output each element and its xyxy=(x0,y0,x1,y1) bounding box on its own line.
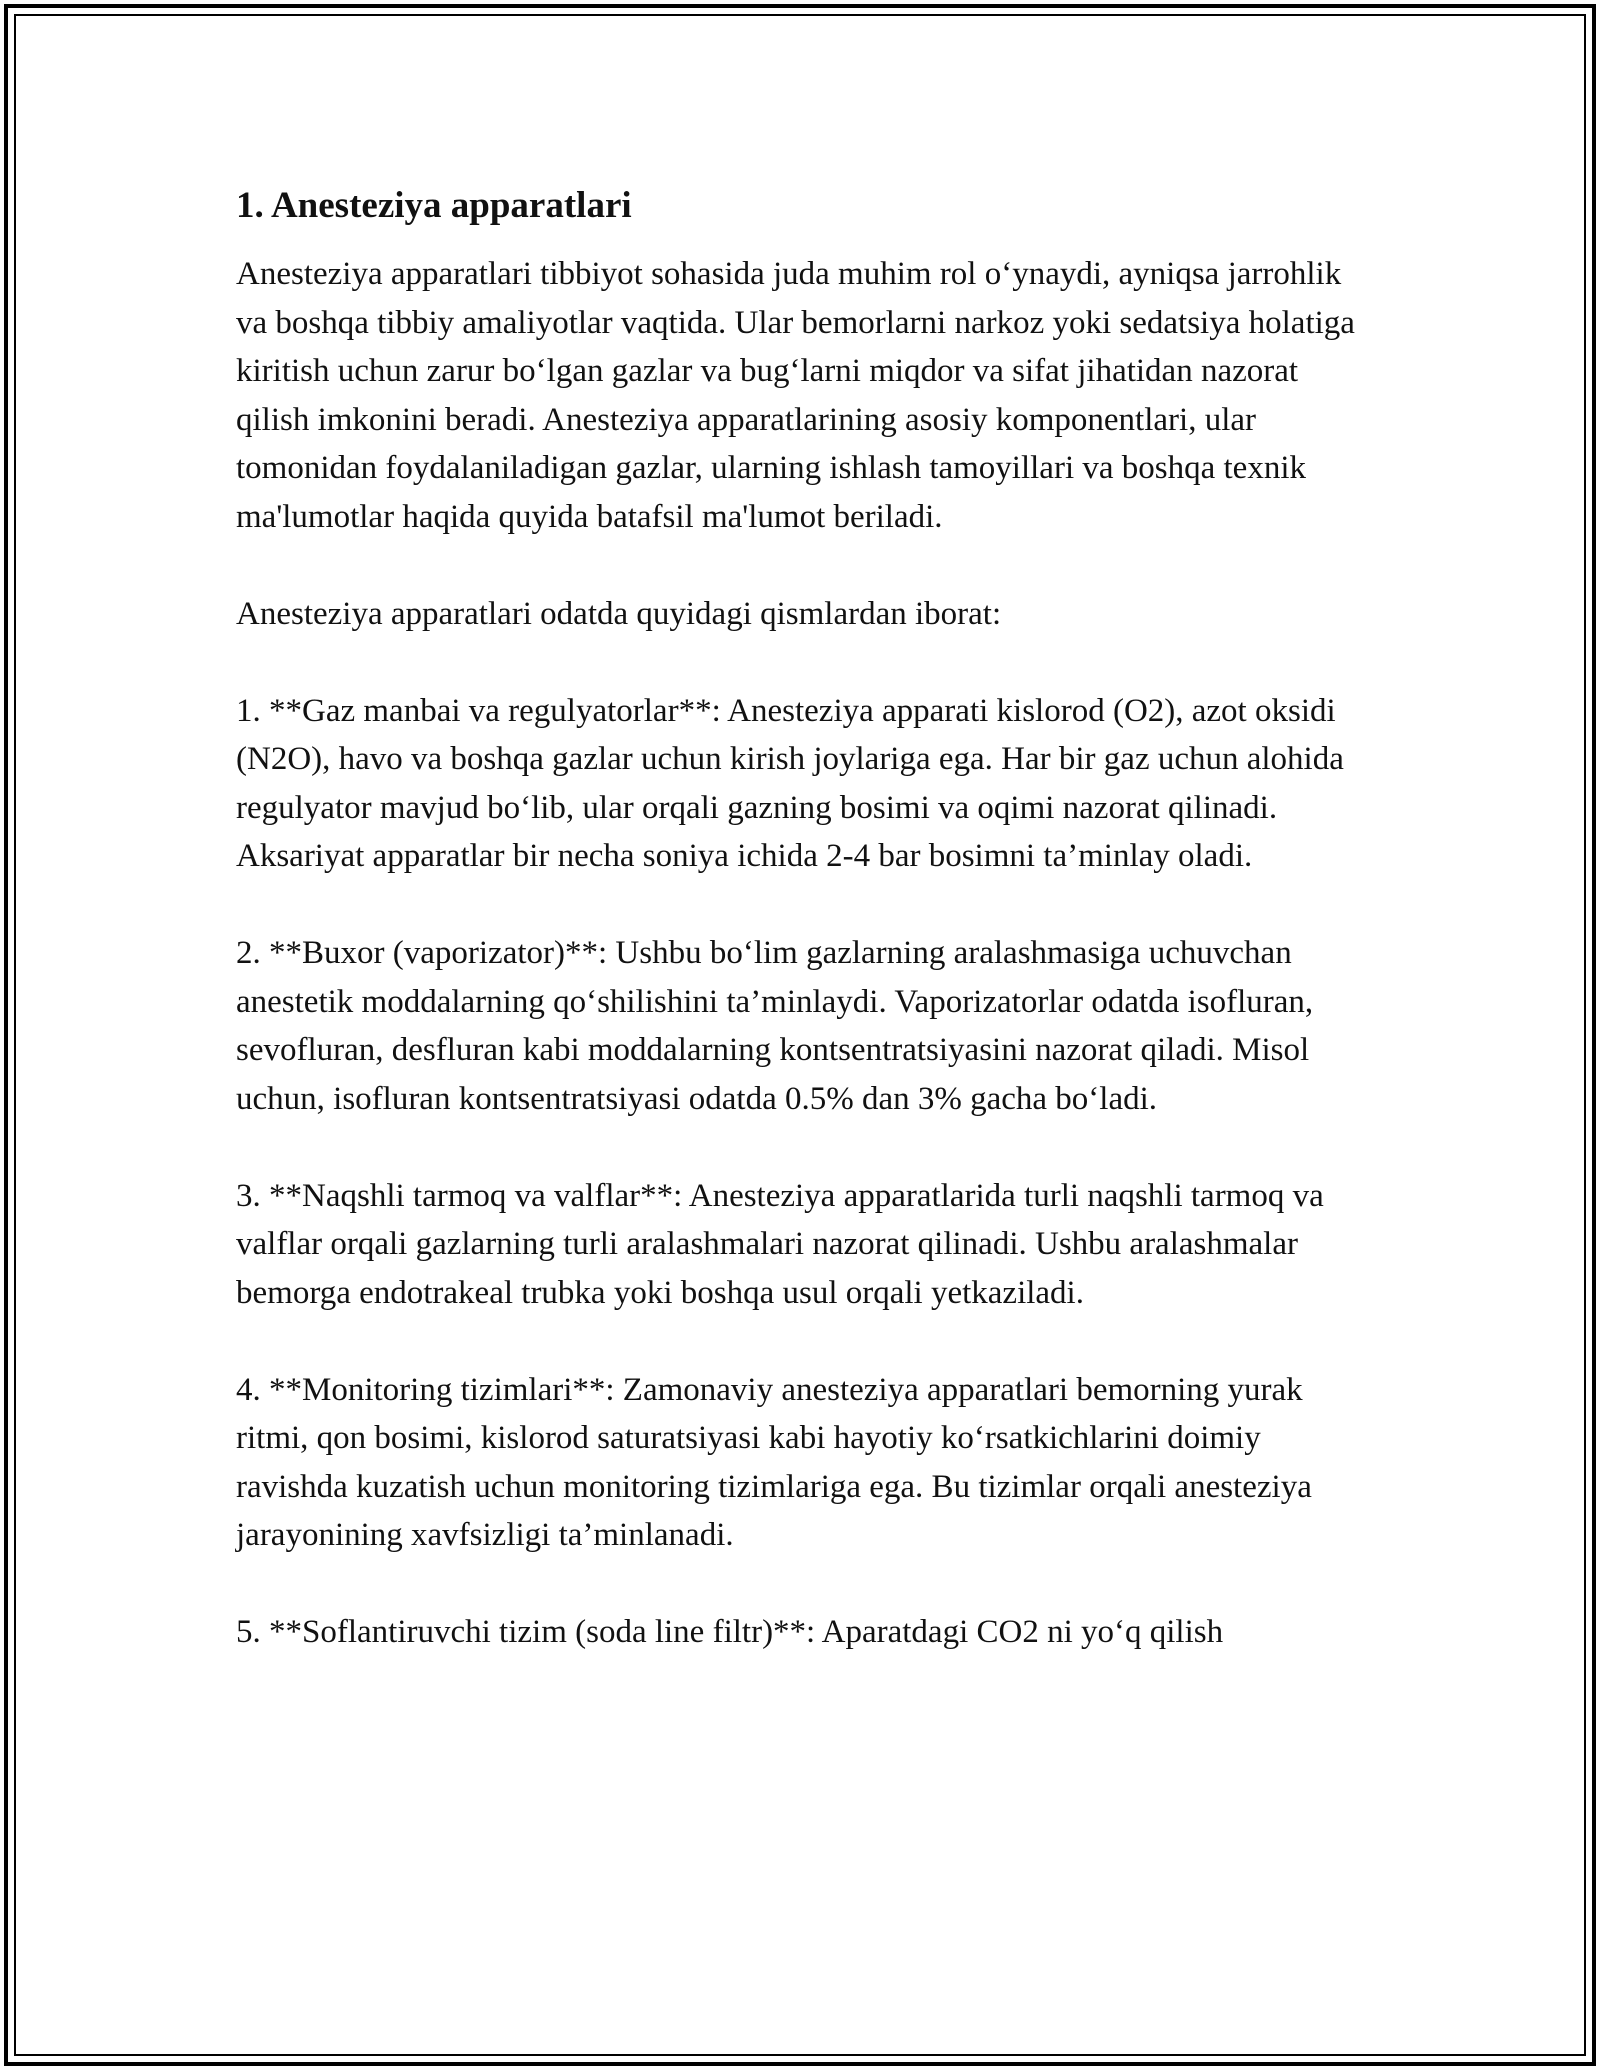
list-item-vaporizer: 2. **Buxor (vaporizator)**: Ushbu bo‘lim gazlarning aralashmasiga uchuvchan anestetik moddalarning qo‘shilishini ta’minlaydi. Vaporizatorlar odatda isofluran, sevofluran, desfluran kabi moddalarning kontsentratsiyasini nazorat qiladi. Misol uchun, isofluran kontsentratsiyasi odatda 0.5% dan 3% gacha bo‘ladi. xyxy=(236,935,1314,1117)
components-intro-paragraph: Anesteziya apparatlari odatda quyidagi qismlardan iborat: xyxy=(236,595,1002,632)
intro-paragraph: Anesteziya apparatlari tibbiyot sohasida juda muhim rol o‘ynaydi, ayniqsa jarrohlik va boshqa tibbiy amaliyotlar vaqtida. Ular bemorlarni narkoz yoki sedatsiya holatiga kiritish uchun zarur bo‘lgan gazlar va bug‘larni miqdor va sifat jihatidan nazorat qilish imkonini beradi. Anesteziya apparatlarining asosiy komponentlari, ular tomonidan foydalaniladigan gazlar, ularning ishlash tamoyillari va boshqa texnik ma'lumotlar haqida quyida batafsil ma'lumot beriladi. xyxy=(236,256,1355,535)
list-item-valves: 3. **Naqshli tarmoq va valflar**: Anesteziya apparatlarida turli naqshli tarmoq va valflar orqali gazlarning turli aralashmalari nazorat qilinadi. Ushbu aralashmalar bemorga endotrakeal trubka yoki boshqa usul orqali yetkaziladi. xyxy=(236,1177,1324,1311)
list-item-soda-lime: 5. **Soflantiruvchi tizim (soda line filtr)**: Aparatdagi CO2 ni yo‘q qilish xyxy=(236,1614,1224,1650)
section-heading: 1. Anesteziya apparatlari xyxy=(236,185,632,226)
list-item-gas-source: 1. **Gaz manbai va regulyatorlar**: Anesteziya apparati kislorod (O2), azot oksidi (N2O), havo va boshqa gazlar uchun kirish joylariga ega. Har bir gaz uchun alohida regulyator mavjud bo‘lib, ular orqali gazning bosimi va oqimi nazorat qilinadi. Aksariyat apparatlar bir necha soniya ichida 2-4 bar bosimni ta’minlay oladi. xyxy=(236,692,1344,874)
document-body xyxy=(236,182,1366,1705)
list-item-monitoring: 4. **Monitoring tizimlari**: Zamonaviy anesteziya apparatlari bemorning yurak ritmi, qon bosimi, kislorod saturatsiyasi kabi hayotiy ko‘rsatkichlarini doimiy ravishda kuzatish uchun monitoring tizimlariga ega. Bu tizimlar orqali anesteziya jarayonining xavfsizligi ta’minlanadi. xyxy=(236,1371,1312,1553)
